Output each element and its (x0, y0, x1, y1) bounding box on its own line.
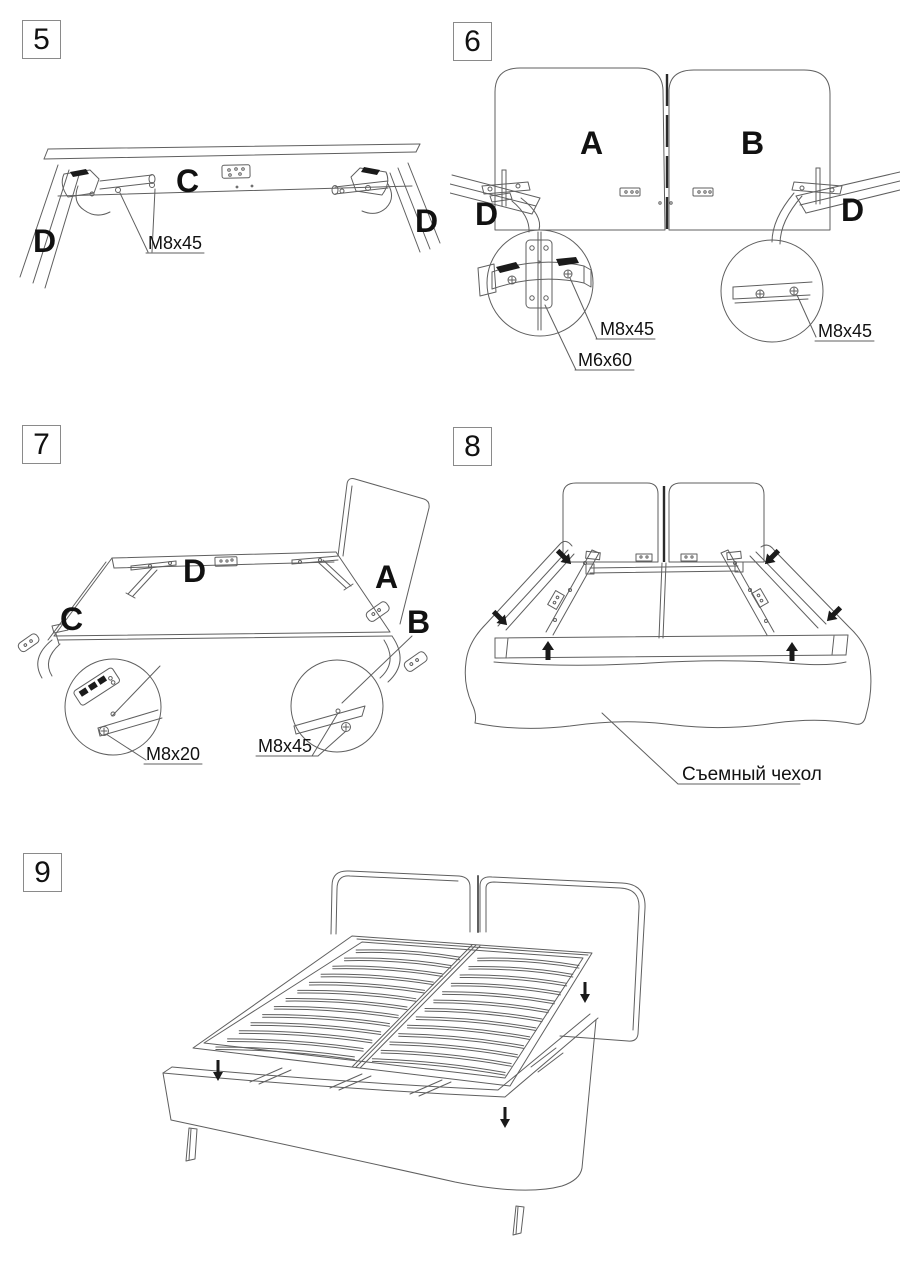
step-7 (0, 400, 450, 820)
part-label-d-left: D (33, 223, 57, 259)
part-label-a: A (375, 559, 399, 595)
part-label-c: C (176, 163, 200, 199)
step-number: 6 (464, 24, 481, 58)
fastener-label-bracket: M8x45 (600, 319, 655, 339)
step-number: 8 (464, 429, 481, 463)
part-label-d-right: D (841, 192, 865, 228)
part-label-d-right: D (415, 203, 439, 239)
detail-circle-left (478, 230, 655, 370)
arrow-icon (489, 607, 511, 629)
part-label-b: B (407, 604, 431, 640)
step-9 (0, 820, 900, 1280)
step-number-box (453, 427, 492, 466)
direction-arrows (489, 546, 844, 661)
step-number-box (453, 22, 492, 61)
part-label-b: B (741, 125, 765, 161)
fastener-label-bolt: M6x60 (578, 350, 633, 370)
step-5 (0, 0, 450, 400)
step6-illustration (450, 0, 900, 400)
down-arrow-icon (500, 1107, 510, 1128)
fastener-label-left: M8x20 (146, 744, 201, 764)
direction-arrows (213, 982, 590, 1128)
fastener-label-rail: M8x45 (818, 321, 873, 341)
part-label-a: A (580, 125, 604, 161)
step-8 (450, 400, 900, 820)
down-arrow-icon (580, 982, 590, 1003)
step-number-box (23, 853, 62, 892)
part-label-c: C (60, 601, 84, 637)
step-number-box (22, 425, 61, 464)
step-number: 7 (33, 427, 50, 461)
step7-illustration (0, 400, 450, 820)
cover-label: Съемный чехол (682, 764, 822, 785)
step-number-box (22, 20, 61, 59)
step-6 (450, 0, 900, 400)
headboard-panels-drawing (450, 68, 900, 244)
slats-right (372, 958, 579, 1075)
arrow-icon (786, 642, 798, 661)
step-number: 5 (33, 22, 50, 56)
bed-base-drawing (465, 483, 871, 784)
frame-drawing (17, 479, 429, 716)
arrow-icon (823, 603, 845, 625)
assembled-bed-drawing (163, 871, 645, 1235)
step8-illustration (450, 400, 900, 820)
fastener-label: M8x45 (148, 233, 203, 253)
rail-c-drawing (20, 144, 440, 288)
fastener-label-right: M8x45 (258, 736, 313, 756)
step-number: 9 (34, 855, 51, 889)
step5-illustration (0, 0, 450, 400)
step9-illustration (0, 820, 900, 1280)
part-label-d-left: D (475, 196, 499, 232)
part-label-d: D (183, 553, 207, 589)
